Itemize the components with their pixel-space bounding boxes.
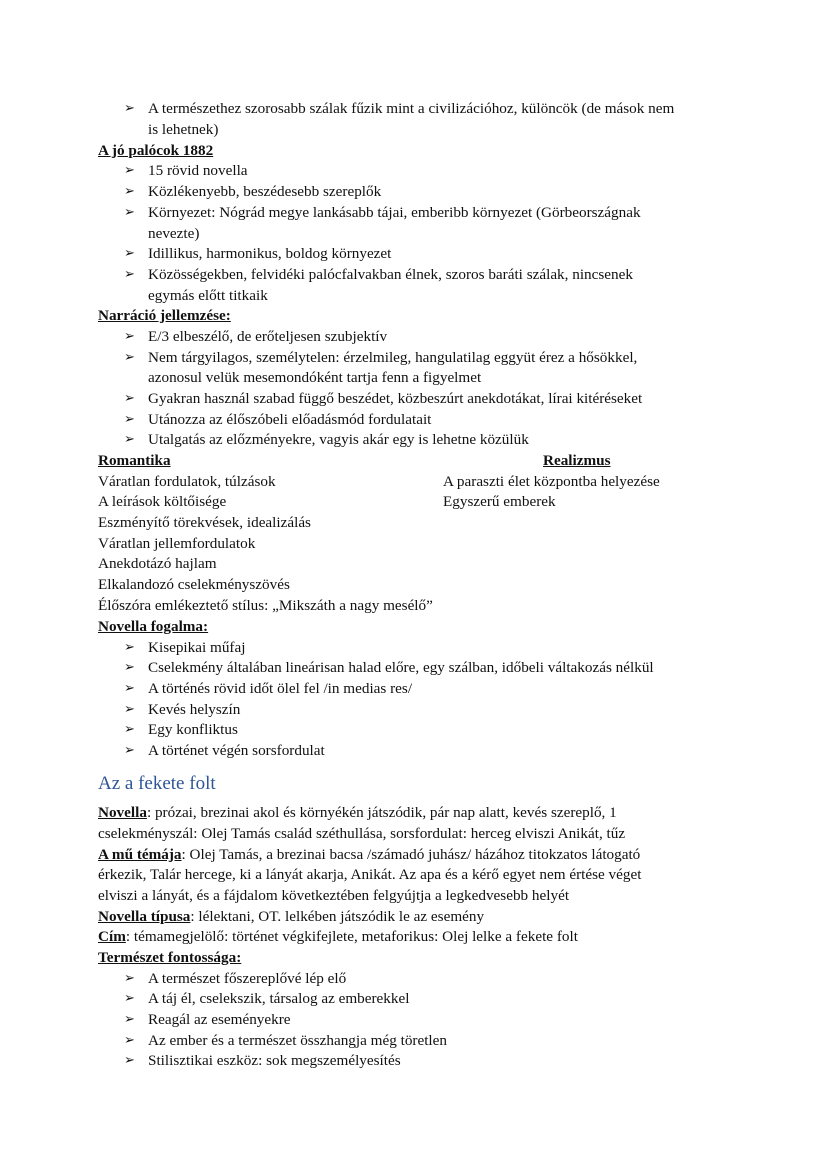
jo-palocok-heading: A jó palócok 1882 [98,142,214,159]
bullet-arrow-icon: ➢ [124,412,135,427]
narracio-item-3: Gyakran használ szabad függő beszédet, közbeszúrt anekdotákat, lírai kitéréseket [148,390,643,407]
termeszet-item-3: Reagál az eseményekre [148,1011,291,1028]
romantika-item-4: Váratlan jellemfordulatok [98,535,256,552]
novella-fogalma-item-1: Kisepikai műfaj [148,639,246,656]
novella-label: Novella [98,804,147,821]
jo-palocok-item-3-cont: nevezte) [148,225,200,242]
jo-palocok-item-2: Közlékenyebb, beszédesebb szereplők [148,183,382,200]
narracio-item-4: Utánozza az élőszóbeli előadásmód fordulatait [148,411,432,428]
bullet-arrow-icon: ➢ [124,681,135,696]
jo-palocok-item-1: 15 rövid novella [148,162,248,179]
novella-fogalma-item-2: Cselekmény általában lineárisan halad előre, egy szálban, időbeli váltakozás nélkül [148,659,654,676]
bullet-arrow-icon: ➢ [124,702,135,717]
termeszet-item-1: A természet főszereplővé lép elő [148,970,347,987]
bullet-arrow-icon: ➢ [124,722,135,737]
tipus-text: : lélektani, OT. lelkében játszódik le az esemény [190,908,485,925]
bullet-arrow-icon: ➢ [124,640,135,655]
bullet-arrow-icon: ➢ [124,1053,135,1068]
bullet-arrow-icon: ➢ [124,184,135,199]
tema-paragraph-line-2: érkezik, Talár hercege, ki a lányát akarja, Anikát. Az apa és a kérő egyet nem értése véget [98,866,642,883]
bullet-arrow-icon: ➢ [124,971,135,986]
bullet-arrow-icon: ➢ [124,101,135,116]
termeszet-item-5: Stilisztikai eszköz: sok megszemélyesítés [148,1052,401,1069]
tema-paragraph-line-3: elviszi a lányát, és a fájdalom következtében felgyújtja a legkedvesebb helyét [98,887,570,904]
bullet-arrow-icon: ➢ [124,1033,135,1048]
bullet-arrow-icon: ➢ [124,246,135,261]
cim-paragraph [98,927,578,947]
romantika-item-7: Élőszóra emlékeztető stílus: „Mikszáth a nagy mesélő” [98,597,433,614]
novella-text-1: : prózai, brezinai akol és környékén játszódik, pár nap alatt, kevés szereplő, 1 [146,804,617,821]
bullet-arrow-icon: ➢ [124,205,135,220]
cim-text: : témamegjelölő: történet végkifejlete, metaforikus: Olej lelke a fekete folt [125,928,578,945]
narracio-item-2: Nem tárgyilagos, személytelen: érzelmileg, hangulatilag eggyüt érez a hősökkel, [148,349,638,366]
realizmus-heading: Realizmus [543,452,611,469]
tipus-label: Novella típusa [98,908,191,925]
jo-palocok-item-4: Idillikus, harmonikus, boldog környezet [148,245,392,262]
narracio-item-5: Utalgatás az előzményekre, vagyis akár egy is lehetne közülük [148,431,529,448]
romantika-item-1: Váratlan fordulatok, túlzások [98,473,276,490]
narracio-heading: Narráció jellemzése: [98,307,231,324]
tema-label: A mű témája [98,846,182,863]
jo-palocok-item-5-cont: egymás előtt titkaik [148,287,268,304]
bullet-arrow-icon: ➢ [124,1012,135,1027]
bullet-arrow-icon: ➢ [124,743,135,758]
bullet-arrow-icon: ➢ [124,391,135,406]
termeszet-heading: Természet fontossága: [98,949,242,966]
jo-palocok-item-5: Közösségekben, felvidéki palócfalvakban élnek, szoros baráti szálak, nincsenek [148,266,633,283]
termeszet-item-4: Az ember és a természet összhangja még töretlen [148,1032,447,1049]
novella-paragraph-line-2: cselekményszál: Olej Tamás család széthullása, sorsfordulat: herceg elviszi Anikát, tűz [98,825,626,842]
tema-paragraph-line-1 [98,845,640,865]
novella-fogalma-item-3: A történés rövid időt ölel fel /in medias res/ [148,680,413,697]
novella-paragraph-line-1 [98,803,617,823]
novella-fogalma-heading: Novella fogalma: [98,618,209,635]
narracio-item-1: E/3 elbeszélő, de erőteljesen szubjektív [148,328,388,345]
romantika-item-6: Elkalandozó cselekményszövés [98,576,290,593]
romantika-item-5: Anekdotázó hajlam [98,555,217,572]
novella-fogalma-item-6: A történet végén sorsfordulat [148,742,325,759]
bullet-arrow-icon: ➢ [124,350,135,365]
bullet-arrow-icon: ➢ [124,329,135,344]
romantika-heading: Romantika [98,452,171,469]
bullet-arrow-icon: ➢ [124,267,135,282]
jo-palocok-item-3: Környezet: Nógrád megye lankásabb tájai, emberibb környezet (Görbeországnak [148,204,641,221]
bullet-arrow-icon: ➢ [124,660,135,675]
tema-text-1: : Olej Tamás, a brezinai bacsa /számadó juhász/ házához titokzatos látogató [181,846,641,863]
intro-bullet-line-2: is lehetnek) [148,121,219,138]
bullet-arrow-icon: ➢ [124,991,135,1006]
realizmus-item-2: Egyszerű emberek [443,493,556,510]
fekete-folt-title: Az a fekete folt [98,773,216,794]
romantika-item-2: A leírások költőisége [98,493,227,510]
tipus-paragraph [98,907,484,927]
realizmus-item-1: A paraszti élet központba helyezése [443,473,660,490]
cim-label: Cím [98,928,126,945]
narracio-item-2-cont: azonosul velük mesemondóként tartja fenn a figyelmet [148,369,482,386]
termeszet-item-2: A táj él, cselekszik, társalog az emberekkel [148,990,410,1007]
bullet-arrow-icon: ➢ [124,163,135,178]
bullet-arrow-icon: ➢ [124,432,135,447]
romantika-item-3: Eszményítő törekvések, idealizálás [98,514,311,531]
novella-fogalma-item-4: Kevés helyszín [148,701,241,718]
novella-fogalma-item-5: Egy konfliktus [148,721,238,738]
intro-bullet-line-1: A természethez szorosabb szálak fűzik mint a civilizációhoz, különcök (de mások nem [148,100,675,117]
